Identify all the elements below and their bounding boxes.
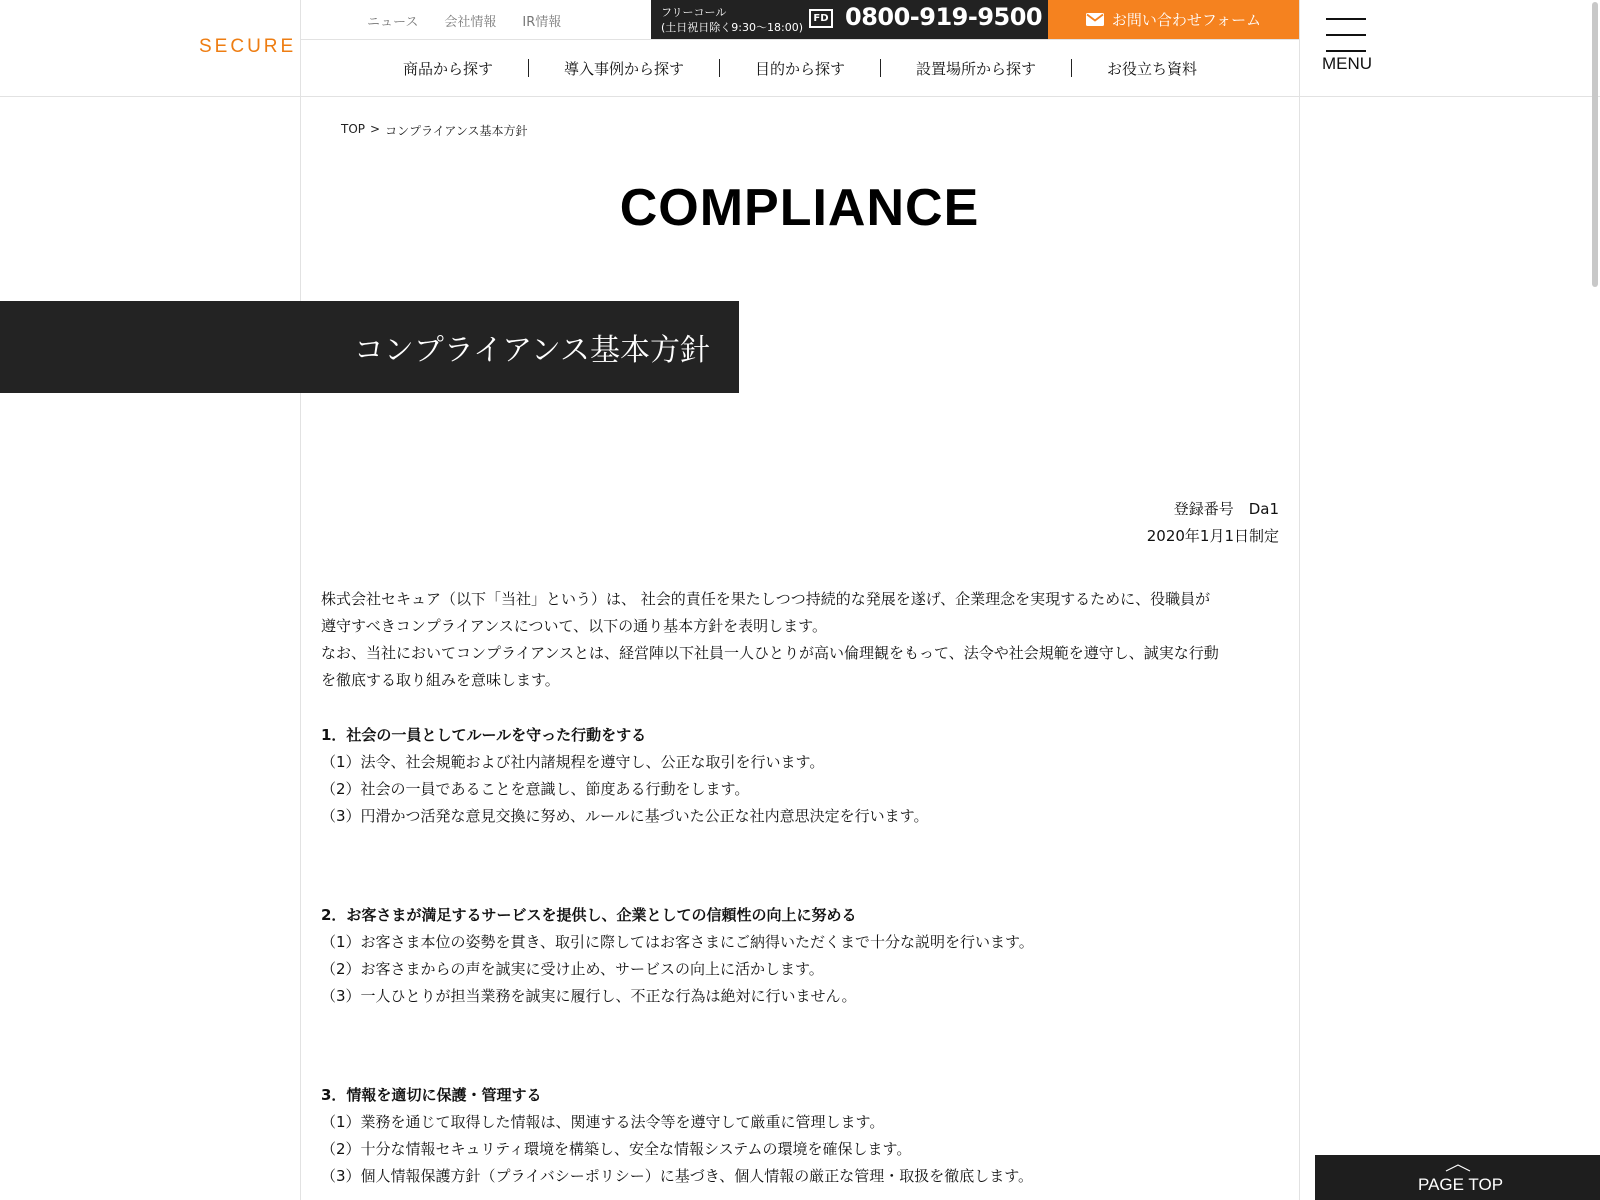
section-banner — [0, 301, 739, 393]
policy-item: （3）円滑かつ活発な意見交換に努め、ルールに基づいた公正な社内意思決定を行います。 — [321, 807, 929, 825]
header-top-bar — [301, 0, 1299, 40]
freecall-hours: (土日祝日除く9:30〜18:00) — [661, 21, 803, 34]
page-top-button[interactable] — [1315, 1155, 1600, 1200]
link-ir[interactable]: IR情報 — [522, 14, 562, 30]
freecall-label: フリーコール — [661, 6, 727, 19]
scrollbar[interactable] — [1591, 0, 1600, 1200]
page-title: COMPLIANCE — [619, 179, 980, 237]
nav-case-studies[interactable]: 導入事例から探す — [563, 59, 684, 78]
sub-links — [367, 0, 561, 40]
breadcrumb-home[interactable]: TOP — [341, 122, 366, 136]
intro-line: を徹底する取り組みを意味します。 — [321, 671, 560, 689]
nav-resources[interactable]: お役立ち資料 — [1107, 59, 1198, 78]
intro-line: 株式会社セキュア（以下「当社」という）は、 社会的責任を果たしつつ持続的な発展を遂げ、企業理念を実現するために、役職員が — [321, 590, 1211, 608]
breadcrumb-current: コンプライアンス基本方針 — [385, 124, 528, 138]
nav-purpose[interactable]: 目的から探す — [754, 59, 845, 78]
freecall-box — [651, 0, 1048, 39]
policy-item: （3）一人ひとりが担当業務を誠実に履行し、不正な行為は絶対に行いません。 — [321, 987, 857, 1005]
policy-item: （2）社会の一員であることを意識し、節度ある行動をします。 — [321, 780, 750, 798]
breadcrumb — [341, 122, 528, 139]
registration-info — [1147, 496, 1279, 550]
policy-heading: 1．社会の一員としてルールを守った行動をする — [321, 726, 647, 744]
scrollbar-thumb[interactable] — [1592, 2, 1598, 287]
freecall-note — [661, 5, 803, 35]
policy-item: （1）法令、社会規範および社内諸規程を遵守し、公正な取引を行います。 — [321, 753, 825, 771]
section-title: コンプライアンス基本方針 — [353, 333, 710, 368]
link-company[interactable]: 会社情報 — [444, 14, 497, 30]
menu-button[interactable] — [1320, 14, 1374, 76]
policy-section — [321, 1082, 1281, 1190]
link-news[interactable]: ニュース — [367, 14, 419, 30]
policy-item: （3）個人情報保護方針（プライバシーポリシー）に基づき、個人情報の厳正な管理・取扱を徹底します。 — [321, 1167, 1033, 1185]
contact-form-button[interactable] — [1048, 0, 1299, 39]
contact-form-label: お問い合わせフォーム — [1111, 11, 1262, 29]
freedial-icon: FD — [809, 9, 833, 28]
enactment-date: 2020年1月1日制定 — [1146, 527, 1279, 545]
intro-text — [321, 586, 1281, 694]
site-logo[interactable]: SECURE — [199, 36, 297, 57]
policy-item: （2）お客さまからの声を誠実に受け止め、サービスの向上に活かします。 — [321, 960, 824, 978]
content-right-border — [1299, 0, 1300, 1200]
hamburger-icon — [1326, 50, 1366, 52]
policy-item: （1）業務を通じて取得した情報は、関連する法令等を遵守して厳重に管理します。 — [321, 1113, 885, 1131]
nav-products[interactable]: 商品から探す — [402, 59, 493, 78]
policy-item: （2）十分な情報セキュリティ環境を構築し、安全な情報システムの環境を確保します。 — [321, 1140, 912, 1158]
policy-section — [321, 722, 1281, 830]
policy-heading: 3．情報を適切に保護・管理する — [321, 1086, 542, 1104]
breadcrumb-separator: > — [370, 122, 381, 136]
hamburger-icon — [1326, 18, 1366, 20]
nav-location[interactable]: 設置場所から探す — [916, 59, 1037, 78]
page-top-label: PAGE TOP — [1418, 1175, 1504, 1194]
menu-label: MENU — [1322, 54, 1373, 73]
policy-item: （1）お客さま本位の姿勢を貫き、取引に際してはお客さまにご納得いただくまで十分な説明を行います。 — [321, 933, 1034, 951]
site-header — [0, 0, 1600, 97]
policy-content — [321, 586, 1281, 1190]
phone-number[interactable]: 0800-919-9500 — [845, 3, 1043, 31]
mail-icon — [1086, 13, 1104, 26]
main-nav — [301, 40, 1299, 96]
intro-line: なお、当社においてコンプライアンスとは、経営陣以下社員一人ひとりが高い倫理観をもって、法令や社会規範を遵守し、誠実な行動 — [321, 644, 1219, 662]
registration-number: 登録番号 Da1 — [1173, 500, 1279, 518]
hamburger-icon — [1326, 34, 1366, 36]
policy-section — [321, 902, 1281, 1010]
intro-line: 遵守すべきコンプライアンスについて、以下の通り基本方針を表明します。 — [321, 617, 827, 635]
policy-heading: 2．お客さまが満足するサービスを提供し、企業としての信頼性の向上に努める — [321, 906, 857, 924]
chevron-up-icon — [1445, 1164, 1471, 1172]
